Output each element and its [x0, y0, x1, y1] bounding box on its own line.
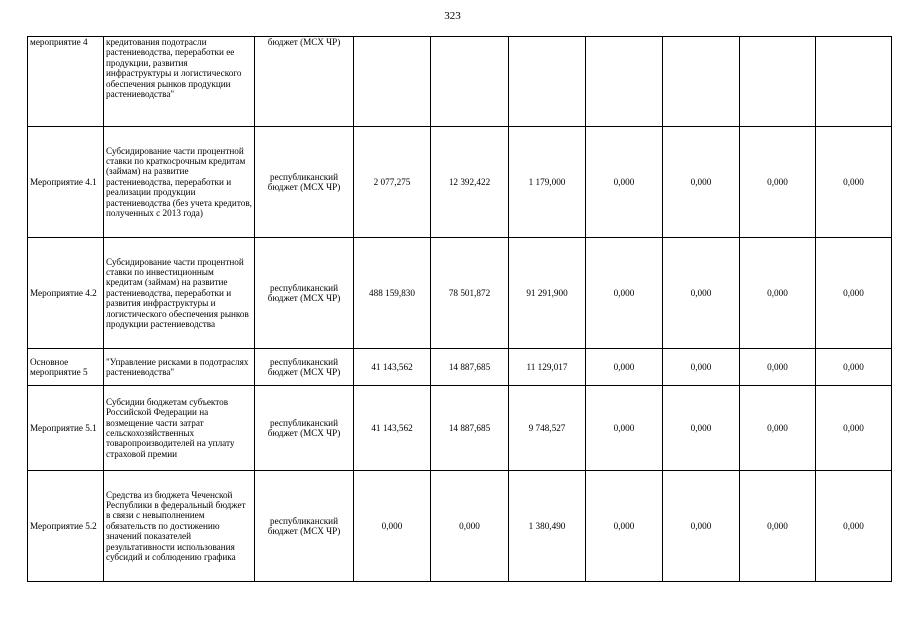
value-cell: 0,000 [431, 471, 509, 582]
value-cell: 0,000 [586, 127, 663, 238]
measure-cell: мероприятие 4 [28, 37, 104, 127]
value-cell: 41 143,562 [354, 349, 431, 386]
value-cell: 0,000 [816, 386, 892, 471]
value-cell [354, 37, 431, 127]
value-cell: 0,000 [586, 386, 663, 471]
name-cell: Средства из бюджета Чеченской Республики в федеральный бюджет в связи с невыполнением обязательств по достижению значений показателей результативности использования субсидий и соблюдению графика [104, 471, 255, 582]
table-row [28, 386, 892, 471]
table-row [28, 471, 892, 582]
value-cell [509, 37, 586, 127]
value-cell: 2 077,275 [354, 127, 431, 238]
value-cell: 9 748,527 [509, 386, 586, 471]
value-cell: 78 501,872 [431, 238, 509, 349]
measure-cell: Мероприятие 5.2 [28, 471, 104, 582]
page-number: 323 [444, 10, 461, 22]
value-cell: 14 887,685 [431, 349, 509, 386]
value-cell: 0,000 [586, 238, 663, 349]
value-cell: 0,000 [586, 471, 663, 582]
table-row [28, 127, 892, 238]
value-cell: 488 159,830 [354, 238, 431, 349]
name-cell: Субсидии бюджетам субъектов Российской Федерации на возмещение части затрат сельскохозяйственных товаропроизводителей на уплату страховой премии [104, 386, 255, 471]
value-cell: 0,000 [816, 238, 892, 349]
table-row [28, 37, 892, 127]
value-cell [586, 37, 663, 127]
name-cell: Субсидирование части процентной ставки по инвестиционным кредитам (займам) на развитие растениеводства, переработки и развития инфраструктуры и логистического обеспечения рынков продукции растениеводства [104, 238, 255, 349]
measure-cell: Мероприятие 4.1 [28, 127, 104, 238]
value-cell: 12 392,422 [431, 127, 509, 238]
value-cell: 0,000 [740, 471, 816, 582]
value-cell: 0,000 [663, 238, 740, 349]
measure-cell: Мероприятие 5.1 [28, 386, 104, 471]
value-cell: 0,000 [663, 386, 740, 471]
value-cell: 1 380,490 [509, 471, 586, 582]
value-cell: 91 291,900 [509, 238, 586, 349]
value-cell: 1 179,000 [509, 127, 586, 238]
value-cell: 0,000 [586, 349, 663, 386]
value-cell [816, 37, 892, 127]
value-cell [431, 37, 509, 127]
value-cell: 41 143,562 [354, 386, 431, 471]
value-cell: 0,000 [816, 349, 892, 386]
table-row [28, 238, 892, 349]
value-cell: 0,000 [740, 386, 816, 471]
source-cell: республиканский бюджет (МСХ ЧР) [255, 386, 354, 471]
name-cell: Субсидирование части процентной ставки по краткосрочным кредитам (займам) на развитие растениеводства, переработки и реализации продукции растениеводства (без учета кредитов, полученных с 2013 года) [104, 127, 255, 238]
name-cell: "Управление рисками в подотраслях растениеводства" [104, 349, 255, 386]
value-cell: 0,000 [740, 127, 816, 238]
table-row [28, 349, 892, 386]
value-cell: 0,000 [354, 471, 431, 582]
value-cell: 11 129,017 [509, 349, 586, 386]
source-cell: бюджет (МСХ ЧР) [255, 37, 354, 127]
value-cell: 0,000 [663, 471, 740, 582]
value-cell: 0,000 [816, 127, 892, 238]
source-cell: республиканский бюджет (МСХ ЧР) [255, 349, 354, 386]
value-cell [663, 37, 740, 127]
source-cell: республиканский бюджет (МСХ ЧР) [255, 471, 354, 582]
value-cell: 0,000 [816, 471, 892, 582]
value-cell: 0,000 [663, 127, 740, 238]
value-cell: 0,000 [740, 349, 816, 386]
value-cell [740, 37, 816, 127]
measure-cell: Основное мероприятие 5 [28, 349, 104, 386]
source-cell: республиканский бюджет (МСХ ЧР) [255, 238, 354, 349]
name-cell: кредитования подотрасли растениеводства, переработки ее продукции, развития инфраструктуры и логистического обеспечения рынков продукции растениеводства" [104, 37, 255, 127]
source-cell: республиканский бюджет (МСХ ЧР) [255, 127, 354, 238]
value-cell: 0,000 [663, 349, 740, 386]
measure-cell: Мероприятие 4.2 [28, 238, 104, 349]
value-cell: 14 887,685 [431, 386, 509, 471]
value-cell: 0,000 [740, 238, 816, 349]
budget-table [27, 36, 892, 582]
